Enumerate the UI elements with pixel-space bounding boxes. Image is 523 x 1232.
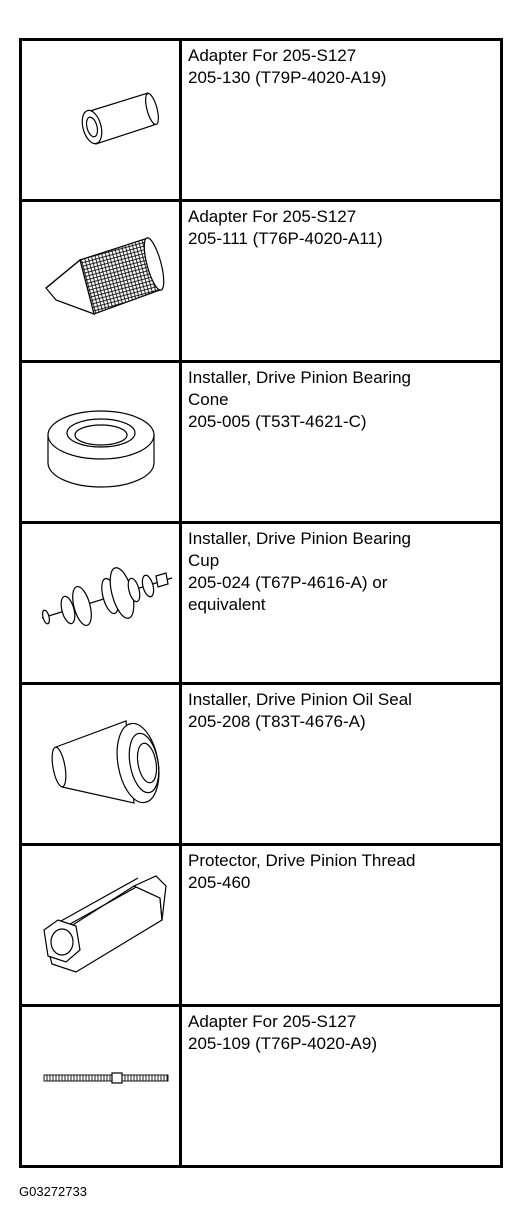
tool-name-continued: Cup: [188, 551, 220, 570]
tool-row: [21, 684, 502, 845]
tool-part-number: 205-460: [188, 873, 251, 892]
tool-image-cell: [21, 1006, 181, 1167]
tool-part-number: 205-208 (T83T-4676-A): [188, 712, 366, 731]
tool-name: Adapter For 205-S127: [188, 46, 357, 65]
knurled-adapter-icon: [22, 202, 179, 360]
tool-description-cell: [181, 684, 502, 845]
tool-image-cell: [21, 40, 181, 201]
bearing-cone-installer-icon: [22, 363, 179, 521]
tool-name: Protector, Drive Pinion Thread: [188, 851, 416, 870]
tool-part-number: 205-130 (T79P-4020-A19): [188, 68, 387, 87]
tool-description-cell: [181, 201, 502, 362]
tool-part-number: 205-005 (T53T-4621-C): [188, 412, 367, 431]
tool-image-cell: [21, 845, 181, 1006]
tool-description-cell: [181, 362, 502, 523]
tool-part-number: 205-111 (T76P-4020-A11): [188, 229, 383, 248]
special-tools-table: [19, 38, 503, 1168]
bearing-cup-installer-icon: [22, 524, 179, 682]
tool-name: Adapter For 205-S127: [188, 1012, 357, 1031]
figure-id: G03272733: [19, 1184, 87, 1199]
tool-name: Installer, Drive Pinion Bearing: [188, 368, 412, 387]
tool-name: Installer, Drive Pinion Bearing: [188, 529, 412, 548]
tool-name: Adapter For 205-S127: [188, 207, 357, 226]
oil-seal-installer-icon: [22, 685, 179, 843]
tool-name: Installer, Drive Pinion Oil Seal: [188, 690, 412, 709]
tool-description-cell: [181, 845, 502, 1006]
tool-row: [21, 40, 502, 201]
tool-image-cell: [21, 201, 181, 362]
tool-part-number: 205-024 (T67P-4616-A) or: [188, 573, 388, 592]
threaded-rod-adapter-icon: [22, 1007, 179, 1165]
tool-image-cell: [21, 523, 181, 684]
tool-row: [21, 845, 502, 1006]
hex-thread-protector-icon: [22, 846, 179, 1004]
tool-image-cell: [21, 684, 181, 845]
cylindrical-adapter-icon: [22, 41, 179, 199]
tool-description-cell: [181, 1006, 502, 1167]
tool-row: [21, 201, 502, 362]
tool-description-cell: [181, 523, 502, 684]
tool-equivalent-note: equivalent: [188, 595, 266, 614]
tool-row: [21, 523, 502, 684]
tool-row: [21, 1006, 502, 1167]
tool-row: [21, 362, 502, 523]
tool-image-cell: [21, 362, 181, 523]
tool-part-number: 205-109 (T76P-4020-A9): [188, 1034, 378, 1053]
tool-name-continued: Cone: [188, 390, 229, 409]
tool-description-cell: [181, 40, 502, 201]
